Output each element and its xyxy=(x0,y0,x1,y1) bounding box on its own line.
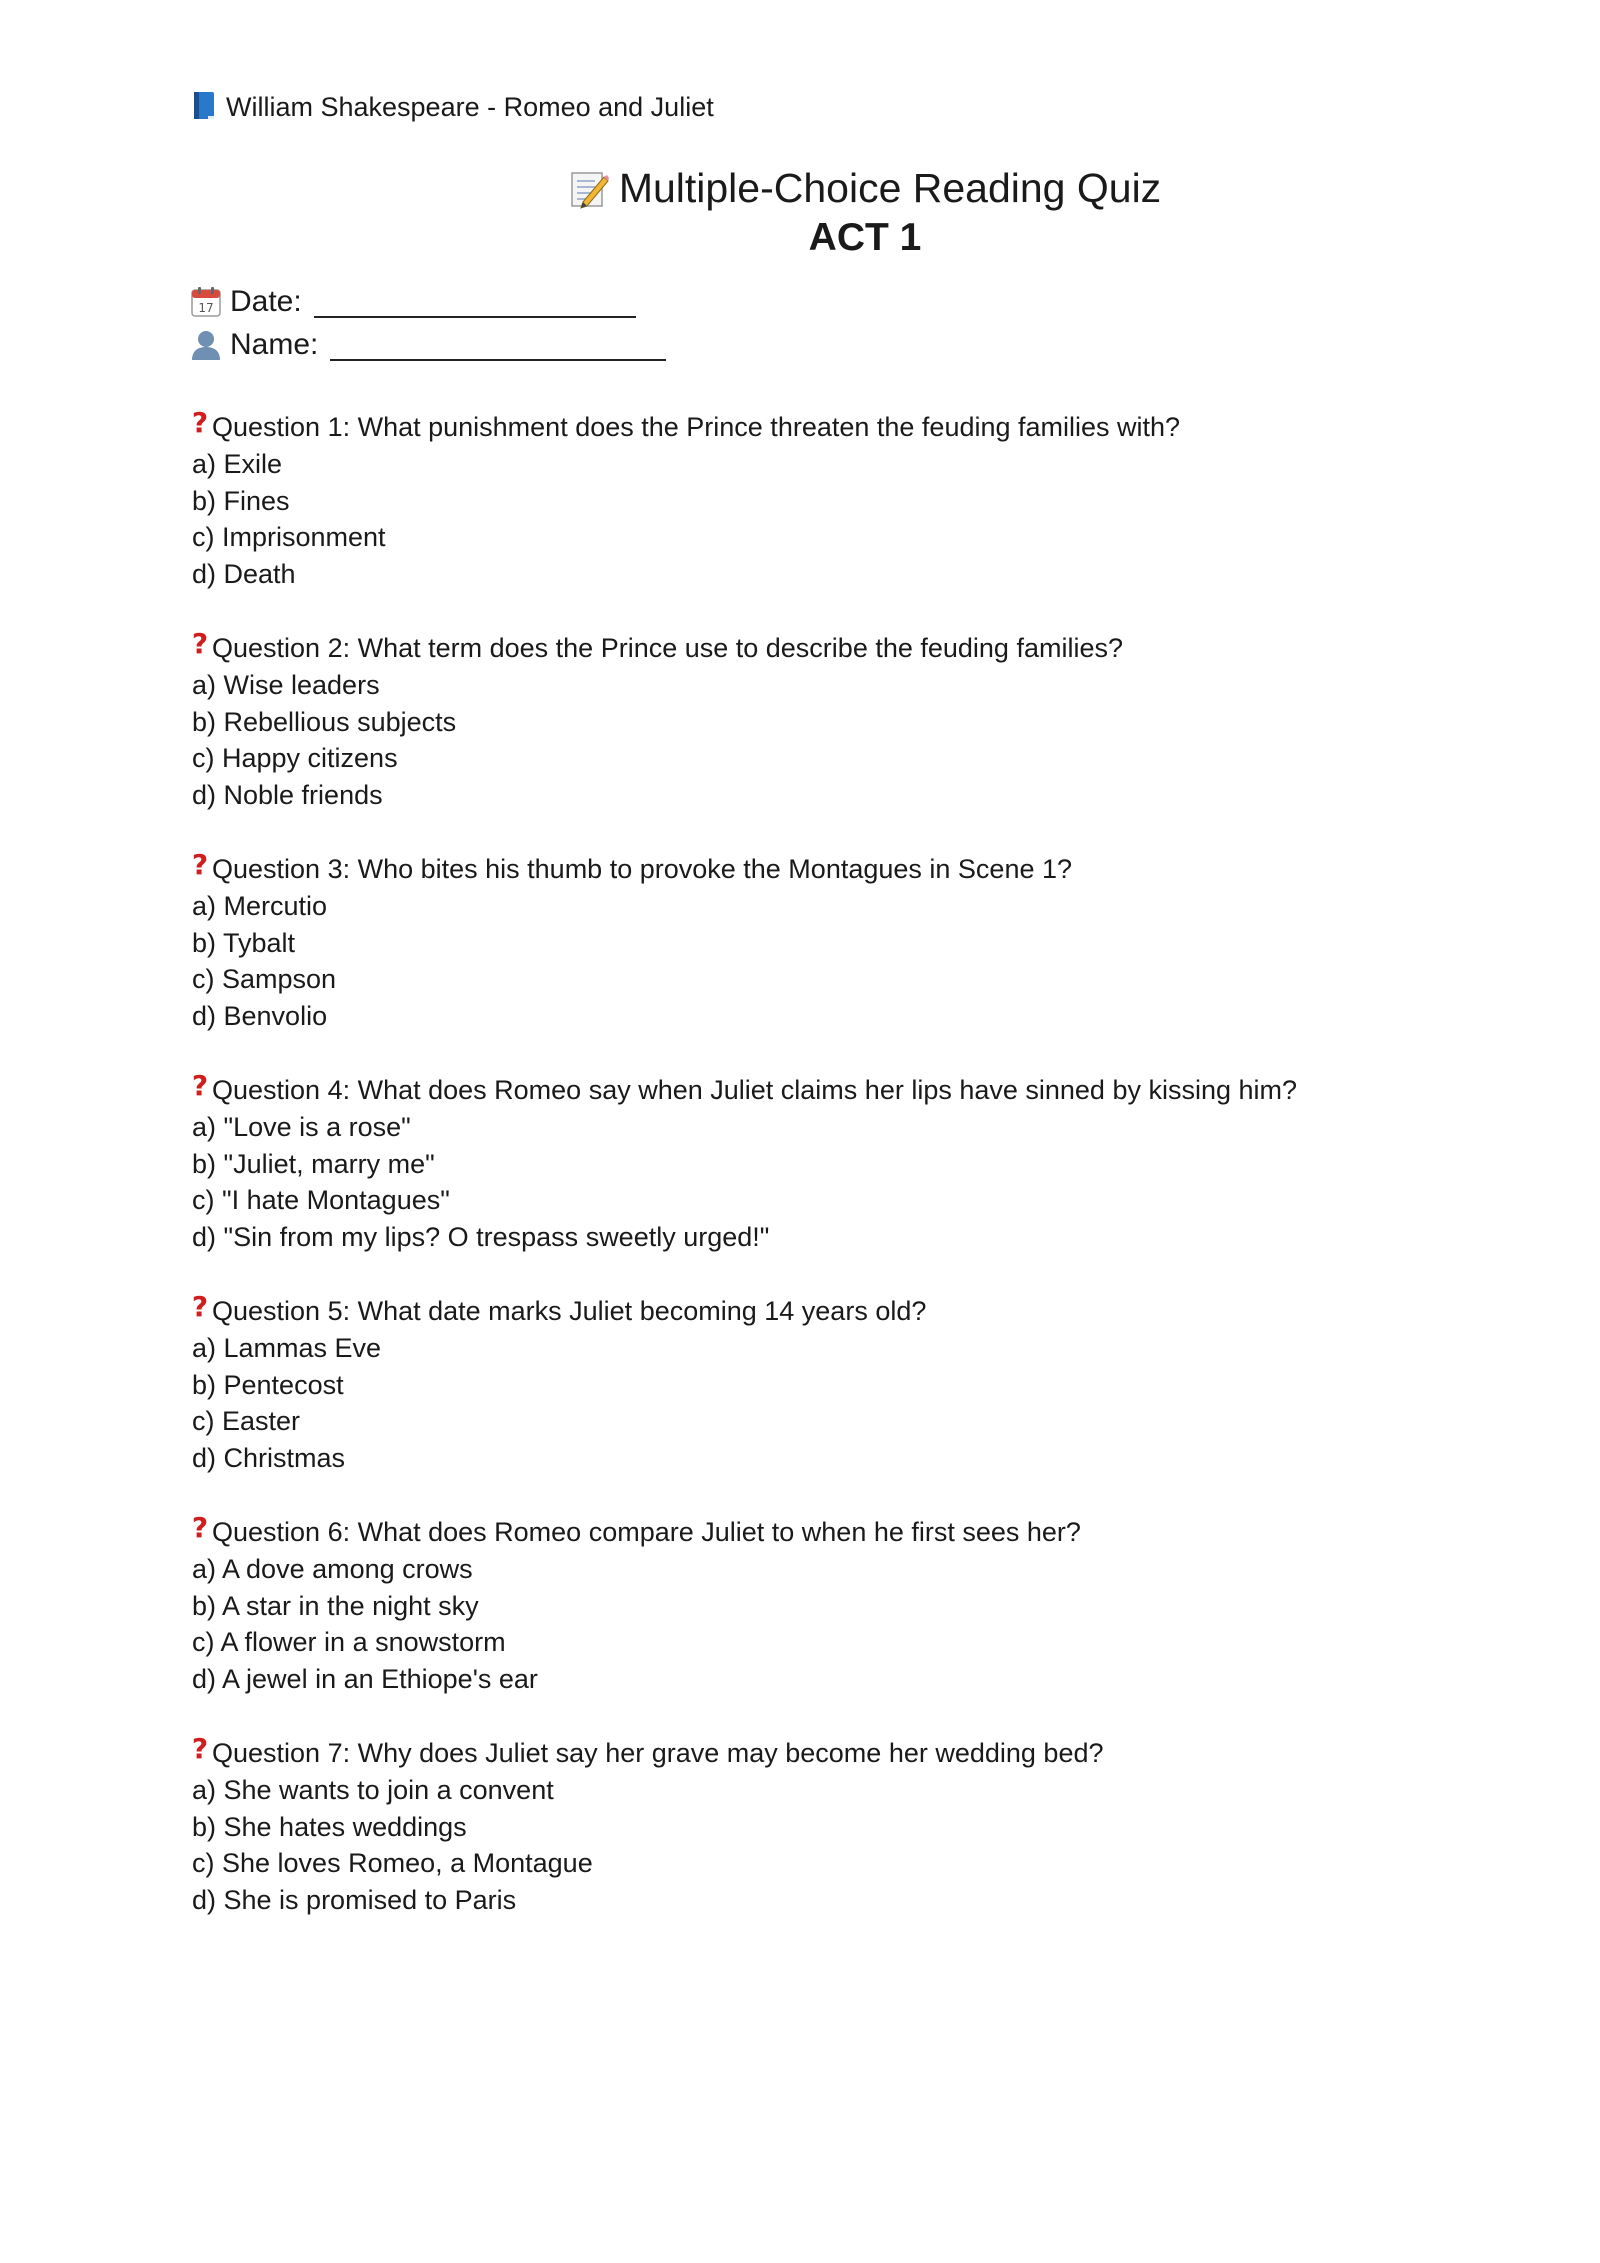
red-question-mark-icon xyxy=(192,1734,208,1764)
question-text-row xyxy=(192,408,1297,446)
name-row xyxy=(190,323,666,366)
answer-option-c: c) Happy citizens xyxy=(192,743,398,774)
date-row xyxy=(190,280,666,323)
answer-option-d: d) Noble friends xyxy=(192,779,383,810)
red-question-mark-icon xyxy=(192,408,208,438)
question-2 xyxy=(192,629,1297,850)
question-1 xyxy=(192,408,1297,629)
question-text: Question 7: Why does Juliet say her grave may become her wedding bed? xyxy=(212,1737,1104,1768)
document-header xyxy=(192,92,714,123)
question-text-row xyxy=(192,629,1297,667)
question-text: Question 4: What does Romeo say when Juliet claims her lips have sinned by kissing him? xyxy=(212,1074,1298,1105)
answer-option-d: d) "Sin from my lips? O trespass sweetly urged!" xyxy=(192,1221,770,1252)
answer-option-a: a) Exile xyxy=(192,449,283,479)
person-icon xyxy=(190,329,222,361)
question-text-row xyxy=(192,850,1297,888)
question-text: Question 2: What term does the Prince use to describe the feuding families? xyxy=(212,632,1123,663)
answer-option-d: d) A jewel in an Ethiope's ear xyxy=(192,1663,538,1694)
answer-option-b: b) "Juliet, marry me" xyxy=(192,1148,435,1179)
calendar-icon xyxy=(190,286,222,318)
question-4 xyxy=(192,1071,1297,1292)
name-field[interactable] xyxy=(330,333,666,361)
answer-option-b: b) Pentecost xyxy=(192,1369,344,1400)
blue-book-icon xyxy=(192,91,216,121)
answer-option-a: a) Lammas Eve xyxy=(192,1333,382,1363)
question-text-row xyxy=(192,1734,1297,1772)
answer-option-a: a) Mercutio xyxy=(192,891,328,921)
answer-option-d: d) Christmas xyxy=(192,1442,346,1473)
question-text: Question 5: What date marks Juliet becoming 14 years old? xyxy=(212,1295,927,1326)
question-6 xyxy=(192,1513,1297,1734)
answer-option-c: c) She loves Romeo, a Montague xyxy=(192,1848,593,1879)
red-question-mark-icon xyxy=(192,629,208,659)
answer-option-b: b) Tybalt xyxy=(192,927,296,958)
svg-text:?: ? xyxy=(192,408,208,438)
memo-icon xyxy=(569,169,609,209)
answer-option-b: b) Fines xyxy=(192,485,290,516)
header-text: William Shakespeare - Romeo and Juliet xyxy=(226,92,714,122)
answer-option-a: a) A dove among crows xyxy=(192,1554,473,1584)
svg-text:17: 17 xyxy=(198,300,214,315)
quiz-title-text: Multiple-Choice Reading Quiz xyxy=(618,165,1162,211)
answer-option-c: c) "I hate Montagues" xyxy=(192,1185,450,1216)
student-fields xyxy=(190,280,666,366)
answer-option-c: c) Easter xyxy=(192,1406,301,1437)
answer-option-b: b) Rebellious subjects xyxy=(192,706,457,737)
svg-text:?: ? xyxy=(192,850,208,880)
svg-text:?: ? xyxy=(192,1292,208,1322)
title-block xyxy=(0,165,1600,260)
date-label: Date: xyxy=(230,284,302,318)
question-text-row xyxy=(192,1513,1297,1551)
question-text-row xyxy=(192,1071,1297,1109)
act-heading: ACT 1 xyxy=(808,216,922,259)
answer-option-a: a) Wise leaders xyxy=(192,670,380,700)
red-question-mark-icon xyxy=(192,1292,208,1322)
question-list xyxy=(192,408,1297,1955)
svg-text:?: ? xyxy=(192,1734,208,1764)
question-text: Question 1: What punishment does the Prince threaten the feuding families with? xyxy=(212,411,1181,442)
red-question-mark-icon xyxy=(192,850,208,880)
question-text: Question 3: Who bites his thumb to provoke the Montagues in Scene 1? xyxy=(212,853,1073,884)
answer-option-c: c) A flower in a snowstorm xyxy=(192,1627,506,1658)
answer-option-b: b) A star in the night sky xyxy=(192,1590,479,1621)
red-question-mark-icon xyxy=(192,1071,208,1101)
answer-option-d: d) Benvolio xyxy=(192,1000,328,1031)
svg-text:?: ? xyxy=(192,1513,208,1543)
answer-option-c: c) Sampson xyxy=(192,964,337,995)
question-5 xyxy=(192,1292,1297,1513)
question-7 xyxy=(192,1734,1297,1955)
answer-option-a: a) She wants to join a convent xyxy=(192,1775,554,1805)
answer-option-d: d) Death xyxy=(192,558,296,589)
question-text: Question 6: What does Romeo compare Juliet to when he first sees her? xyxy=(212,1516,1081,1547)
name-label: Name: xyxy=(230,327,319,361)
answer-option-d: d) She is promised to Paris xyxy=(192,1884,517,1915)
question-3 xyxy=(192,850,1297,1071)
date-field[interactable] xyxy=(314,290,636,318)
red-question-mark-icon xyxy=(192,1513,208,1543)
answer-option-a: a) "Love is a rose" xyxy=(192,1112,411,1142)
answer-option-c: c) Imprisonment xyxy=(192,522,386,553)
question-text-row xyxy=(192,1292,1297,1330)
svg-text:?: ? xyxy=(192,1071,208,1101)
svg-text:?: ? xyxy=(192,629,208,659)
quiz-title xyxy=(130,165,1600,212)
answer-option-b: b) She hates weddings xyxy=(192,1811,467,1842)
